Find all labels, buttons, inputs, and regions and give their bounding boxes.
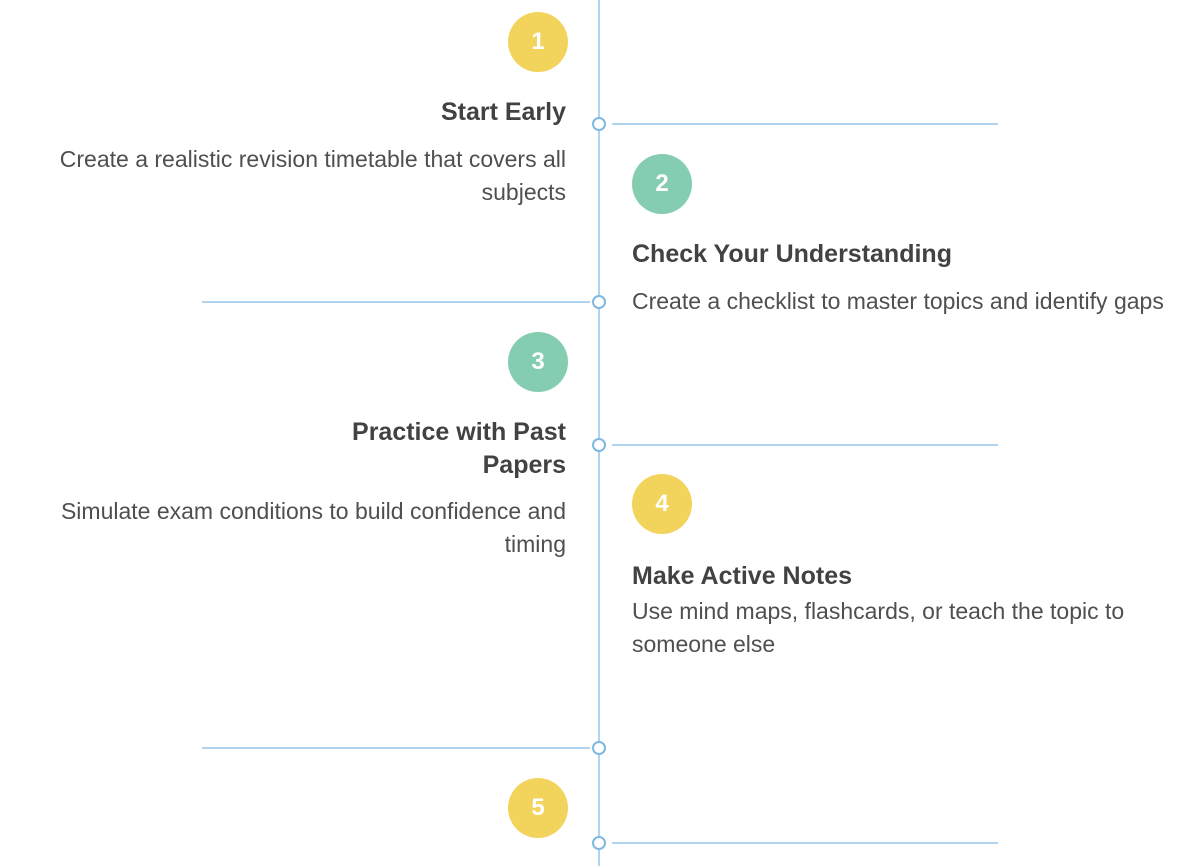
step-content-2 bbox=[632, 238, 1184, 318]
step-title-3: Practice with Past Papers bbox=[352, 418, 566, 479]
step-number-1: 1 bbox=[531, 28, 545, 55]
step-description-2: Create a checklist to master topics and identify gaps bbox=[632, 287, 1164, 314]
step-number-4: 4 bbox=[655, 490, 669, 517]
timeline-connector-3 bbox=[612, 444, 998, 446]
step-badge-2 bbox=[632, 154, 692, 214]
step-number-3: 3 bbox=[531, 348, 545, 375]
step-badge-4 bbox=[632, 474, 692, 534]
step-description-3: Simulate exam conditions to build confidence and timing bbox=[60, 498, 566, 558]
step-number-5: 5 bbox=[531, 794, 545, 821]
timeline-connector-4 bbox=[202, 747, 590, 749]
step-content-4 bbox=[632, 560, 1162, 661]
step-description-1: Create a realistic revision timetable that covers all subjects bbox=[59, 145, 566, 205]
timeline-node-2 bbox=[592, 295, 606, 309]
step-number-2: 2 bbox=[655, 170, 669, 197]
step-badge-5 bbox=[508, 778, 568, 838]
timeline-connector-1 bbox=[612, 123, 998, 125]
timeline-node-4 bbox=[592, 741, 606, 755]
timeline-node-1 bbox=[592, 117, 606, 131]
timeline-node-5 bbox=[592, 836, 606, 850]
step-content-3 bbox=[0, 416, 566, 562]
step-content-1 bbox=[0, 96, 566, 209]
step-title-2: Check Your Understanding bbox=[632, 240, 952, 268]
step-badge-3 bbox=[508, 332, 568, 392]
timeline-node-3 bbox=[592, 438, 606, 452]
timeline-connector-5 bbox=[612, 842, 998, 844]
timeline-connector-2 bbox=[202, 301, 590, 303]
step-title-1: Start Early bbox=[440, 98, 566, 126]
step-title-4: Make Active Notes bbox=[632, 562, 852, 590]
step-badge-1 bbox=[508, 12, 568, 72]
step-description-4: Use mind maps, flashcards, or teach the topic to someone else bbox=[632, 597, 1125, 657]
